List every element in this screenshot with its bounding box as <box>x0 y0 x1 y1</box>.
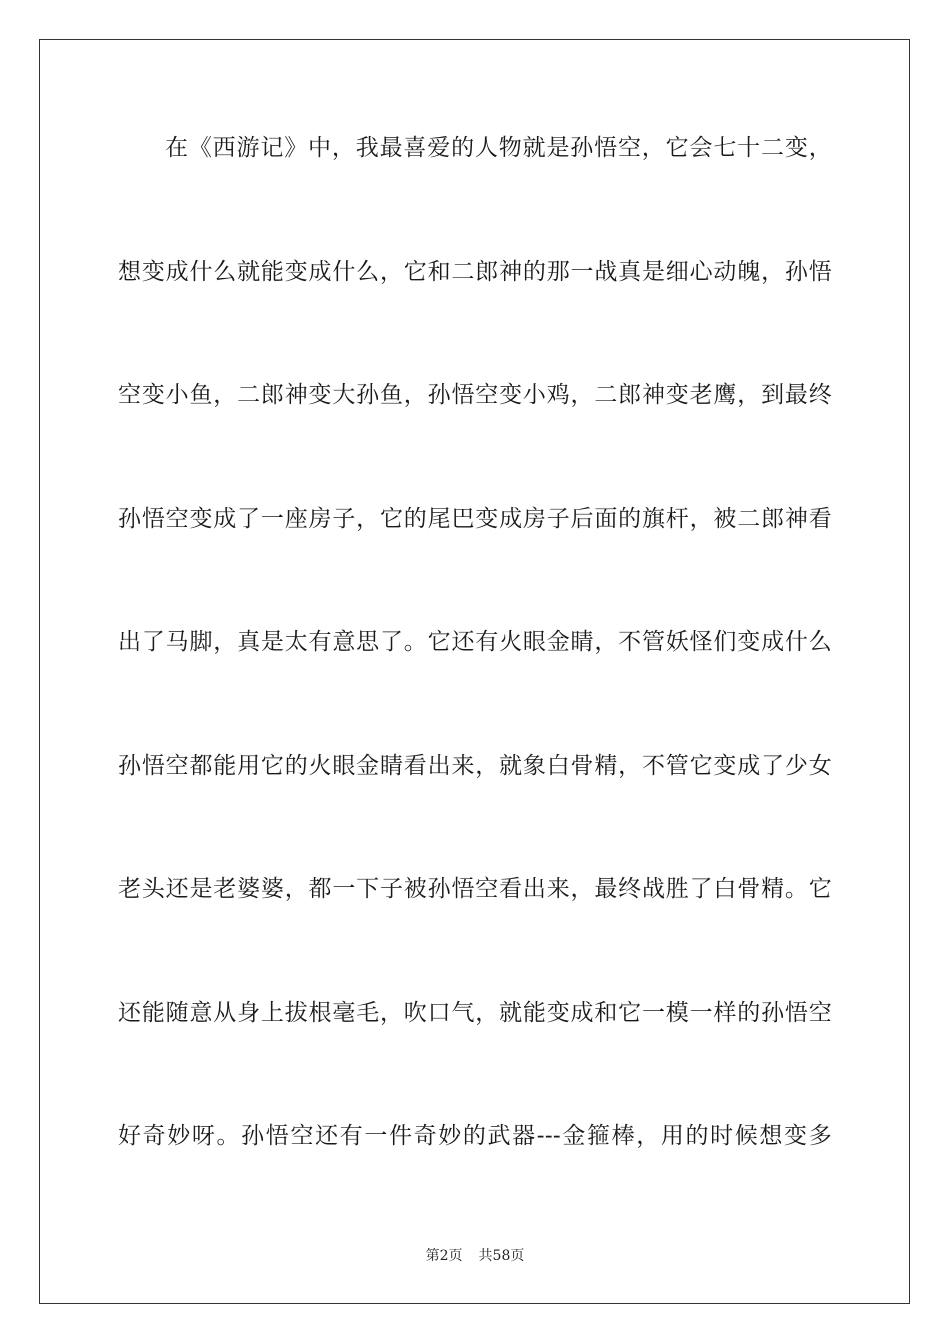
text-line-9: 好奇妙呀。孙悟空还有一件奇妙的武器---金箍棒，用的时候想变多 <box>118 1123 832 1149</box>
text-line-6: 孙悟空都能用它的火眼金睛看出来，就象白骨精，不管它变成了少女 <box>118 752 832 779</box>
document-body <box>118 128 832 1240</box>
page-total: 共58页 <box>478 1248 525 1264</box>
text-line-2: 想变成什么就能变成什么，它和二郎神的那一战真是细心动魄，孙悟 <box>118 258 832 285</box>
text-line-4: 孙悟空变成了一座房子，它的尾巴变成房子后面的旗杆，被二郎神看 <box>118 505 832 532</box>
text-line-5: 出了马脚，真是太有意思了。它还有火眼金睛，不管妖怪们变成什么 <box>118 629 832 655</box>
page-number: 第2页 <box>425 1248 463 1264</box>
text-line-1: 在《西游记》中，我最喜爱的人物就是孙悟空，它会七十二变， <box>165 135 832 161</box>
text-line-8: 还能随意从身上拔根毫毛，吹口气，就能变成和它一模一样的孙悟空 <box>118 999 832 1026</box>
text-line-3: 空变小鱼，二郎神变大孙鱼，孙悟空变小鸡，二郎神变老鹰，到最终 <box>118 382 832 408</box>
text-line-7: 老头还是老婆婆，都一下子被孙悟空看出来，最终战胜了白骨精。它 <box>118 876 832 902</box>
page-footer <box>0 1245 950 1265</box>
